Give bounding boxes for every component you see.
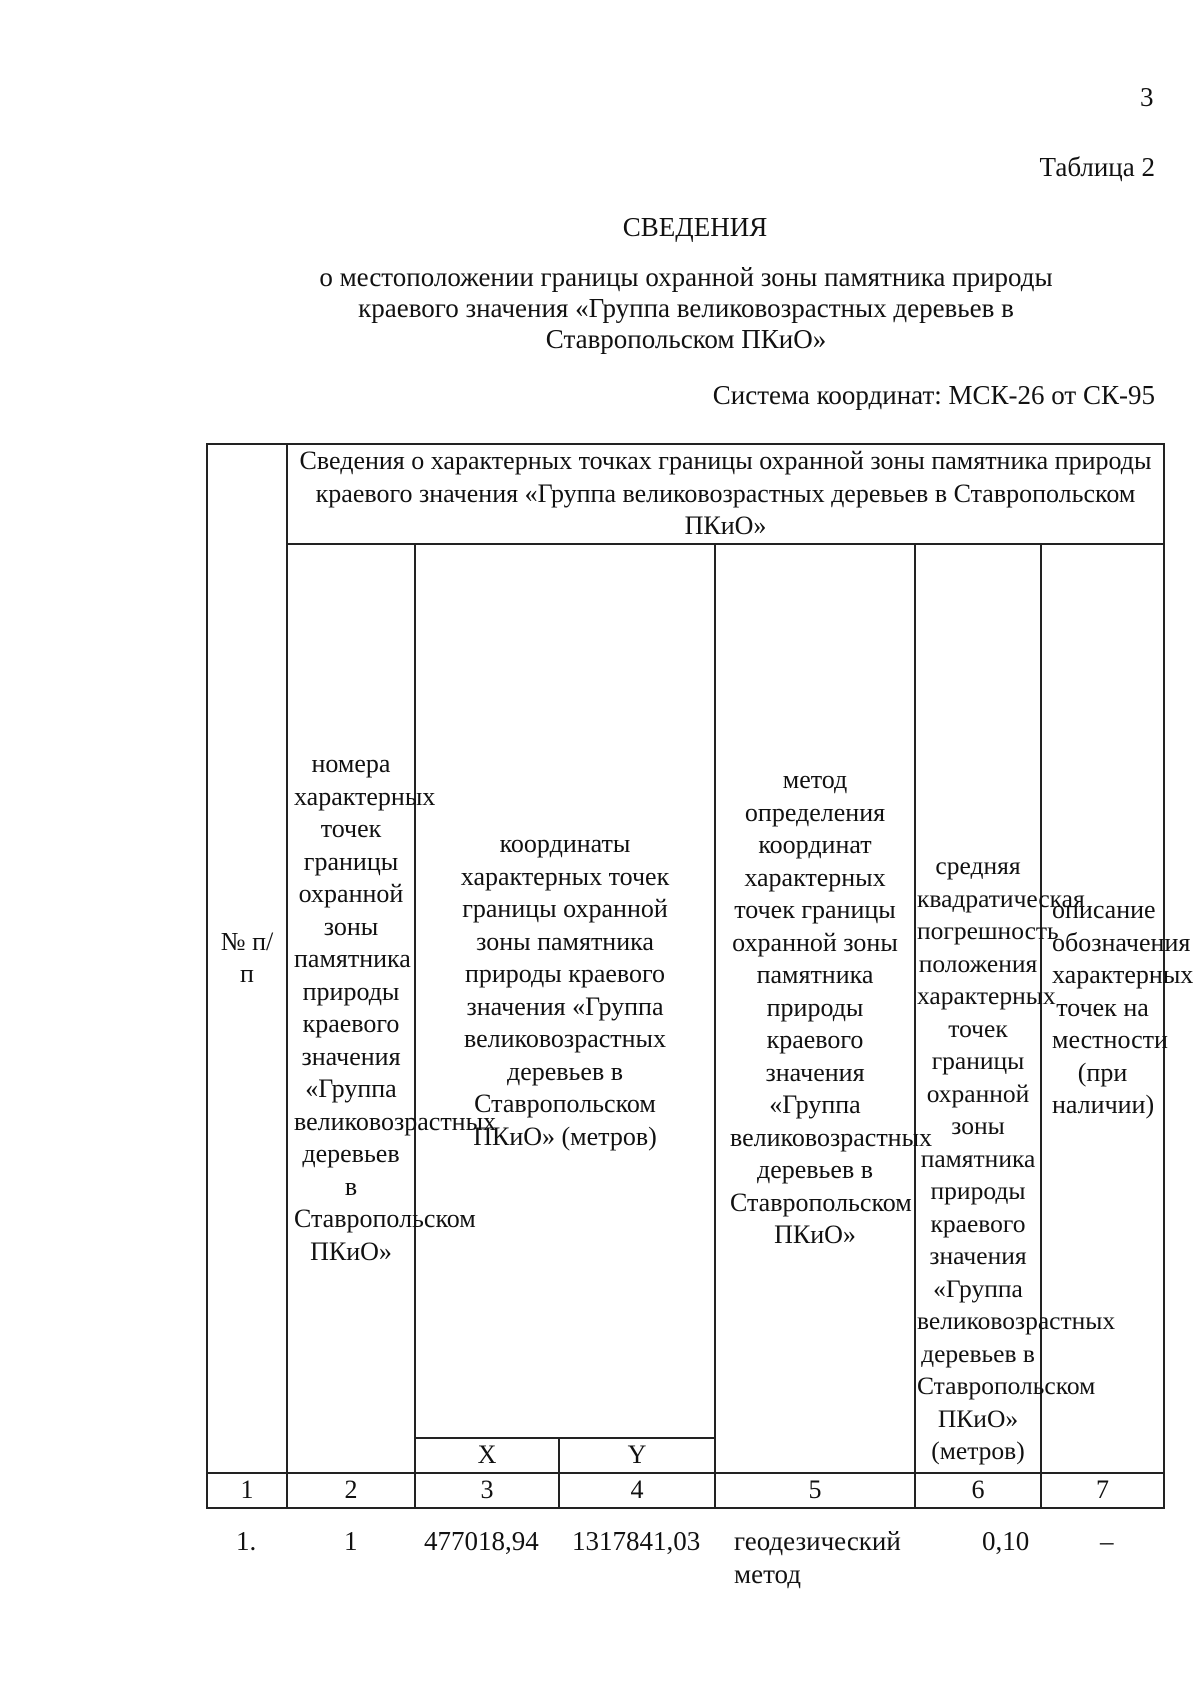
header-description: описание обозначения характерных точек на местности (при наличии) bbox=[1041, 544, 1164, 1473]
row-np: 1. bbox=[236, 1526, 257, 1556]
row-point: 1 bbox=[344, 1526, 358, 1556]
column-number: 1 bbox=[207, 1473, 287, 1508]
header-x: X bbox=[415, 1438, 559, 1473]
coordinates-table bbox=[206, 443, 1194, 1509]
row-description: – bbox=[1100, 1526, 1114, 1556]
document-subtitle: о местоположении границы охранной зоны памятника природы краевого значения «Группа великовозрастных деревьев в Ставропольском ПКиО» bbox=[319, 262, 1053, 354]
header-group: Сведения о характерных точках границы охранной зоны памятника природы краевого значения «Группа великовозрастных деревьев в Ставропольском ПКиО» bbox=[287, 444, 1164, 544]
table-label: Таблица 2 bbox=[1039, 152, 1155, 182]
row-error: 0,10 bbox=[982, 1526, 1030, 1556]
coordinate-system: Система координат: МСК-26 от СК-95 bbox=[712, 380, 1155, 410]
column-number: 5 bbox=[715, 1473, 915, 1508]
header-y: Y bbox=[559, 1438, 715, 1473]
row-y: 1317841,03 bbox=[572, 1526, 701, 1556]
column-number: 3 bbox=[415, 1473, 559, 1508]
row-x: 477018,94 bbox=[424, 1526, 539, 1556]
table-row bbox=[206, 1525, 1163, 1595]
page-number: 3 bbox=[1140, 82, 1154, 112]
column-number: 2 bbox=[287, 1473, 415, 1508]
column-number: 7 bbox=[1041, 1473, 1164, 1508]
column-number: 4 bbox=[559, 1473, 715, 1508]
header-method: метод определения координат характерных точек границы охранной зоны памятника природы краевого значения «Группа великовозрастных деревьев в Ставропольском ПКиО» bbox=[715, 544, 915, 1473]
header-error: средняя квадратическая погрешность положения характерных точек границы охранной зоны памятника природы краевого значения «Группа великовозрастных деревьев в Ставропольском ПКиО» (метров) bbox=[915, 544, 1041, 1473]
header-points: номера характерных точек границы охранной зоны памятника природы краевого значения «Группа великовозрастных деревьев в Ставропольском ПКиО» bbox=[287, 544, 415, 1473]
document-title: СВЕДЕНИЯ bbox=[622, 212, 768, 242]
column-number: 6 bbox=[915, 1473, 1041, 1508]
row-method: геодезический метод bbox=[734, 1526, 901, 1589]
header-coordinates: координаты характерных точек границы охранной зоны памятника природы краевого значения «Группа великовозрастных деревьев в Ставропольском ПКиО» (метров) bbox=[415, 544, 715, 1438]
header-np: № п/п bbox=[207, 444, 287, 1473]
